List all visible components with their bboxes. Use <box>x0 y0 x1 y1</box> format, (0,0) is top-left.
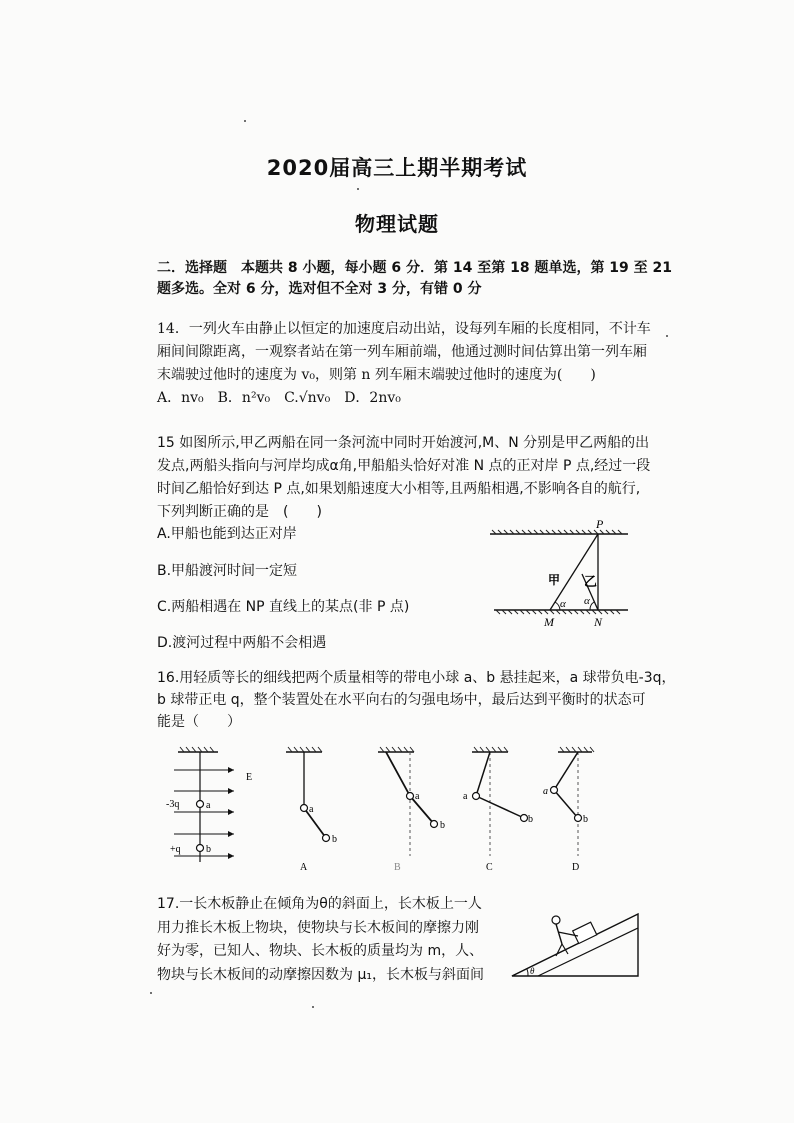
q17-line-4: 物块与长木板间的动摩擦因数为 μ₁，长木板与斜面间 <box>157 966 484 983</box>
option-label-c: C <box>486 862 493 873</box>
fig-label-alpha-2: α <box>584 595 590 607</box>
q17-line-3: 好为零，已知人、物块、长木板的质量均为 m，人、 <box>157 943 484 959</box>
fig-label-theta: θ <box>530 966 535 976</box>
q15-line-1: 15 如图所示,甲乙两船在同一条河流中同时开始渡河,M、N 分别是甲乙两船的出 <box>157 435 650 451</box>
incline-figure <box>508 900 642 980</box>
ball-label-b-2: b <box>440 820 445 831</box>
q15-line-2: 发点,两船头指向与河岸均成α角,甲船船头恰好对准 N 点的正对岸 P 点,经过一段 <box>157 458 651 474</box>
question-17 <box>157 893 497 987</box>
q15-line-3: 时间乙船恰好到达 P 点,如果划船速度大小相等,且两船相遇,不影响各自的航行, <box>157 481 641 497</box>
field-label-e: E <box>246 772 253 783</box>
q14-options: A．nv₀ B．n²v₀ C.√nv₀ D．2nv₀ <box>157 390 401 406</box>
ball-label-a-3: a <box>463 791 468 802</box>
person-body <box>556 924 562 944</box>
charged-balls-figure <box>160 744 600 874</box>
section-line-2: 题多选。全对 6 分，选对但不全对 3 分，有错 0 分 <box>157 281 482 297</box>
fig-label-jia: 甲 <box>548 573 561 587</box>
option-c-diagram <box>463 747 533 873</box>
ball-label-a-0: a <box>206 800 211 811</box>
q14-line-2: 厢间间隙距离，一观察者站在第一列车厢前端，他通过测时间估算出第一列车厢 <box>157 344 647 360</box>
q16-line-1: 16.用轻质等长的细线把两个质量相等的带电小球 a、b 悬挂起来，a 球带负电-3q， <box>157 670 676 686</box>
field-setup-diagram <box>166 747 252 862</box>
option-d-diagram <box>543 747 594 873</box>
q15-line-4: 下列判断正确的是 ( ) <box>157 504 322 520</box>
fig-label-p: P <box>596 517 604 531</box>
ball-label-b-3: b <box>528 814 533 825</box>
block <box>573 922 597 943</box>
charge-label-minus-3q: -3q <box>166 799 180 810</box>
ball-label-b-4: b <box>583 814 588 825</box>
fig-label-m: M <box>544 615 554 629</box>
exam-title: 2020届高三上期半期考试 <box>266 156 528 180</box>
q16-line-3: 能是（ ） <box>157 714 241 730</box>
question-15 <box>157 432 677 524</box>
option-label-a: A <box>300 862 308 873</box>
q15-option-b: B.甲船渡河时间一定短 <box>157 563 298 579</box>
q14-line-1: 14．一列火车由静止以恒定的加速度启动出站，设每列车厢的长度相同，不计车 <box>157 321 651 337</box>
question-14 <box>157 318 677 410</box>
ball-label-a-4: a <box>543 786 548 797</box>
q17-line-1: 17.一长木板静止在倾角为θ的斜面上，长木板上一人 <box>157 896 482 912</box>
scan-speck <box>312 1006 314 1008</box>
scan-speck <box>244 120 246 122</box>
exam-subject: 物理试题 <box>355 212 439 236</box>
ball-label-a-1: a <box>309 804 314 815</box>
fig-label-alpha-1: α <box>560 598 566 610</box>
fig-label-yi: 乙 <box>584 574 598 589</box>
option-label-b: B <box>394 862 401 873</box>
q17-line-2: 用力推长木板上物块，使物块与长木板间的摩擦力刚 <box>157 919 479 936</box>
scan-speck <box>666 335 668 337</box>
question-16 <box>157 667 677 733</box>
jia-path-line <box>550 534 598 610</box>
scan-speck <box>150 992 152 994</box>
section-line-1: 二．选择题 本题共 8 小题，每小题 6 分．第 14 至第 18 题单选，第 19 至 21 <box>157 260 673 276</box>
option-label-d: D <box>572 862 580 873</box>
charge-label-plus-q: +q <box>170 844 181 855</box>
scan-speck <box>357 188 359 190</box>
q14-line-3: 末端驶过他时的速度为 v₀，则第 n 列车厢末端驶过他时的速度为( ) <box>157 367 596 383</box>
ball-label-b-0: b <box>206 844 211 855</box>
q16-line-2: b 球带正电 q，整个装置处在水平向右的匀强电场中，最后达到平衡时的状态可 <box>157 692 646 708</box>
q15-option-c: C.两船相遇在 NP 直线上的某点(非 P 点) <box>157 599 410 615</box>
section-instructions <box>157 258 677 300</box>
q15-option-d: D.渡河过程中两船不会相遇 <box>157 635 327 651</box>
q15-option-a: A.甲船也能到达正对岸 <box>157 526 297 542</box>
river-crossing-figure <box>488 516 638 630</box>
fig-label-n: N <box>594 615 603 629</box>
option-b-diagram <box>378 747 445 873</box>
option-a-diagram <box>286 747 337 873</box>
person-head <box>552 916 560 924</box>
ball-label-a-2: a <box>415 791 420 802</box>
ball-label-b-1: b <box>332 834 337 845</box>
